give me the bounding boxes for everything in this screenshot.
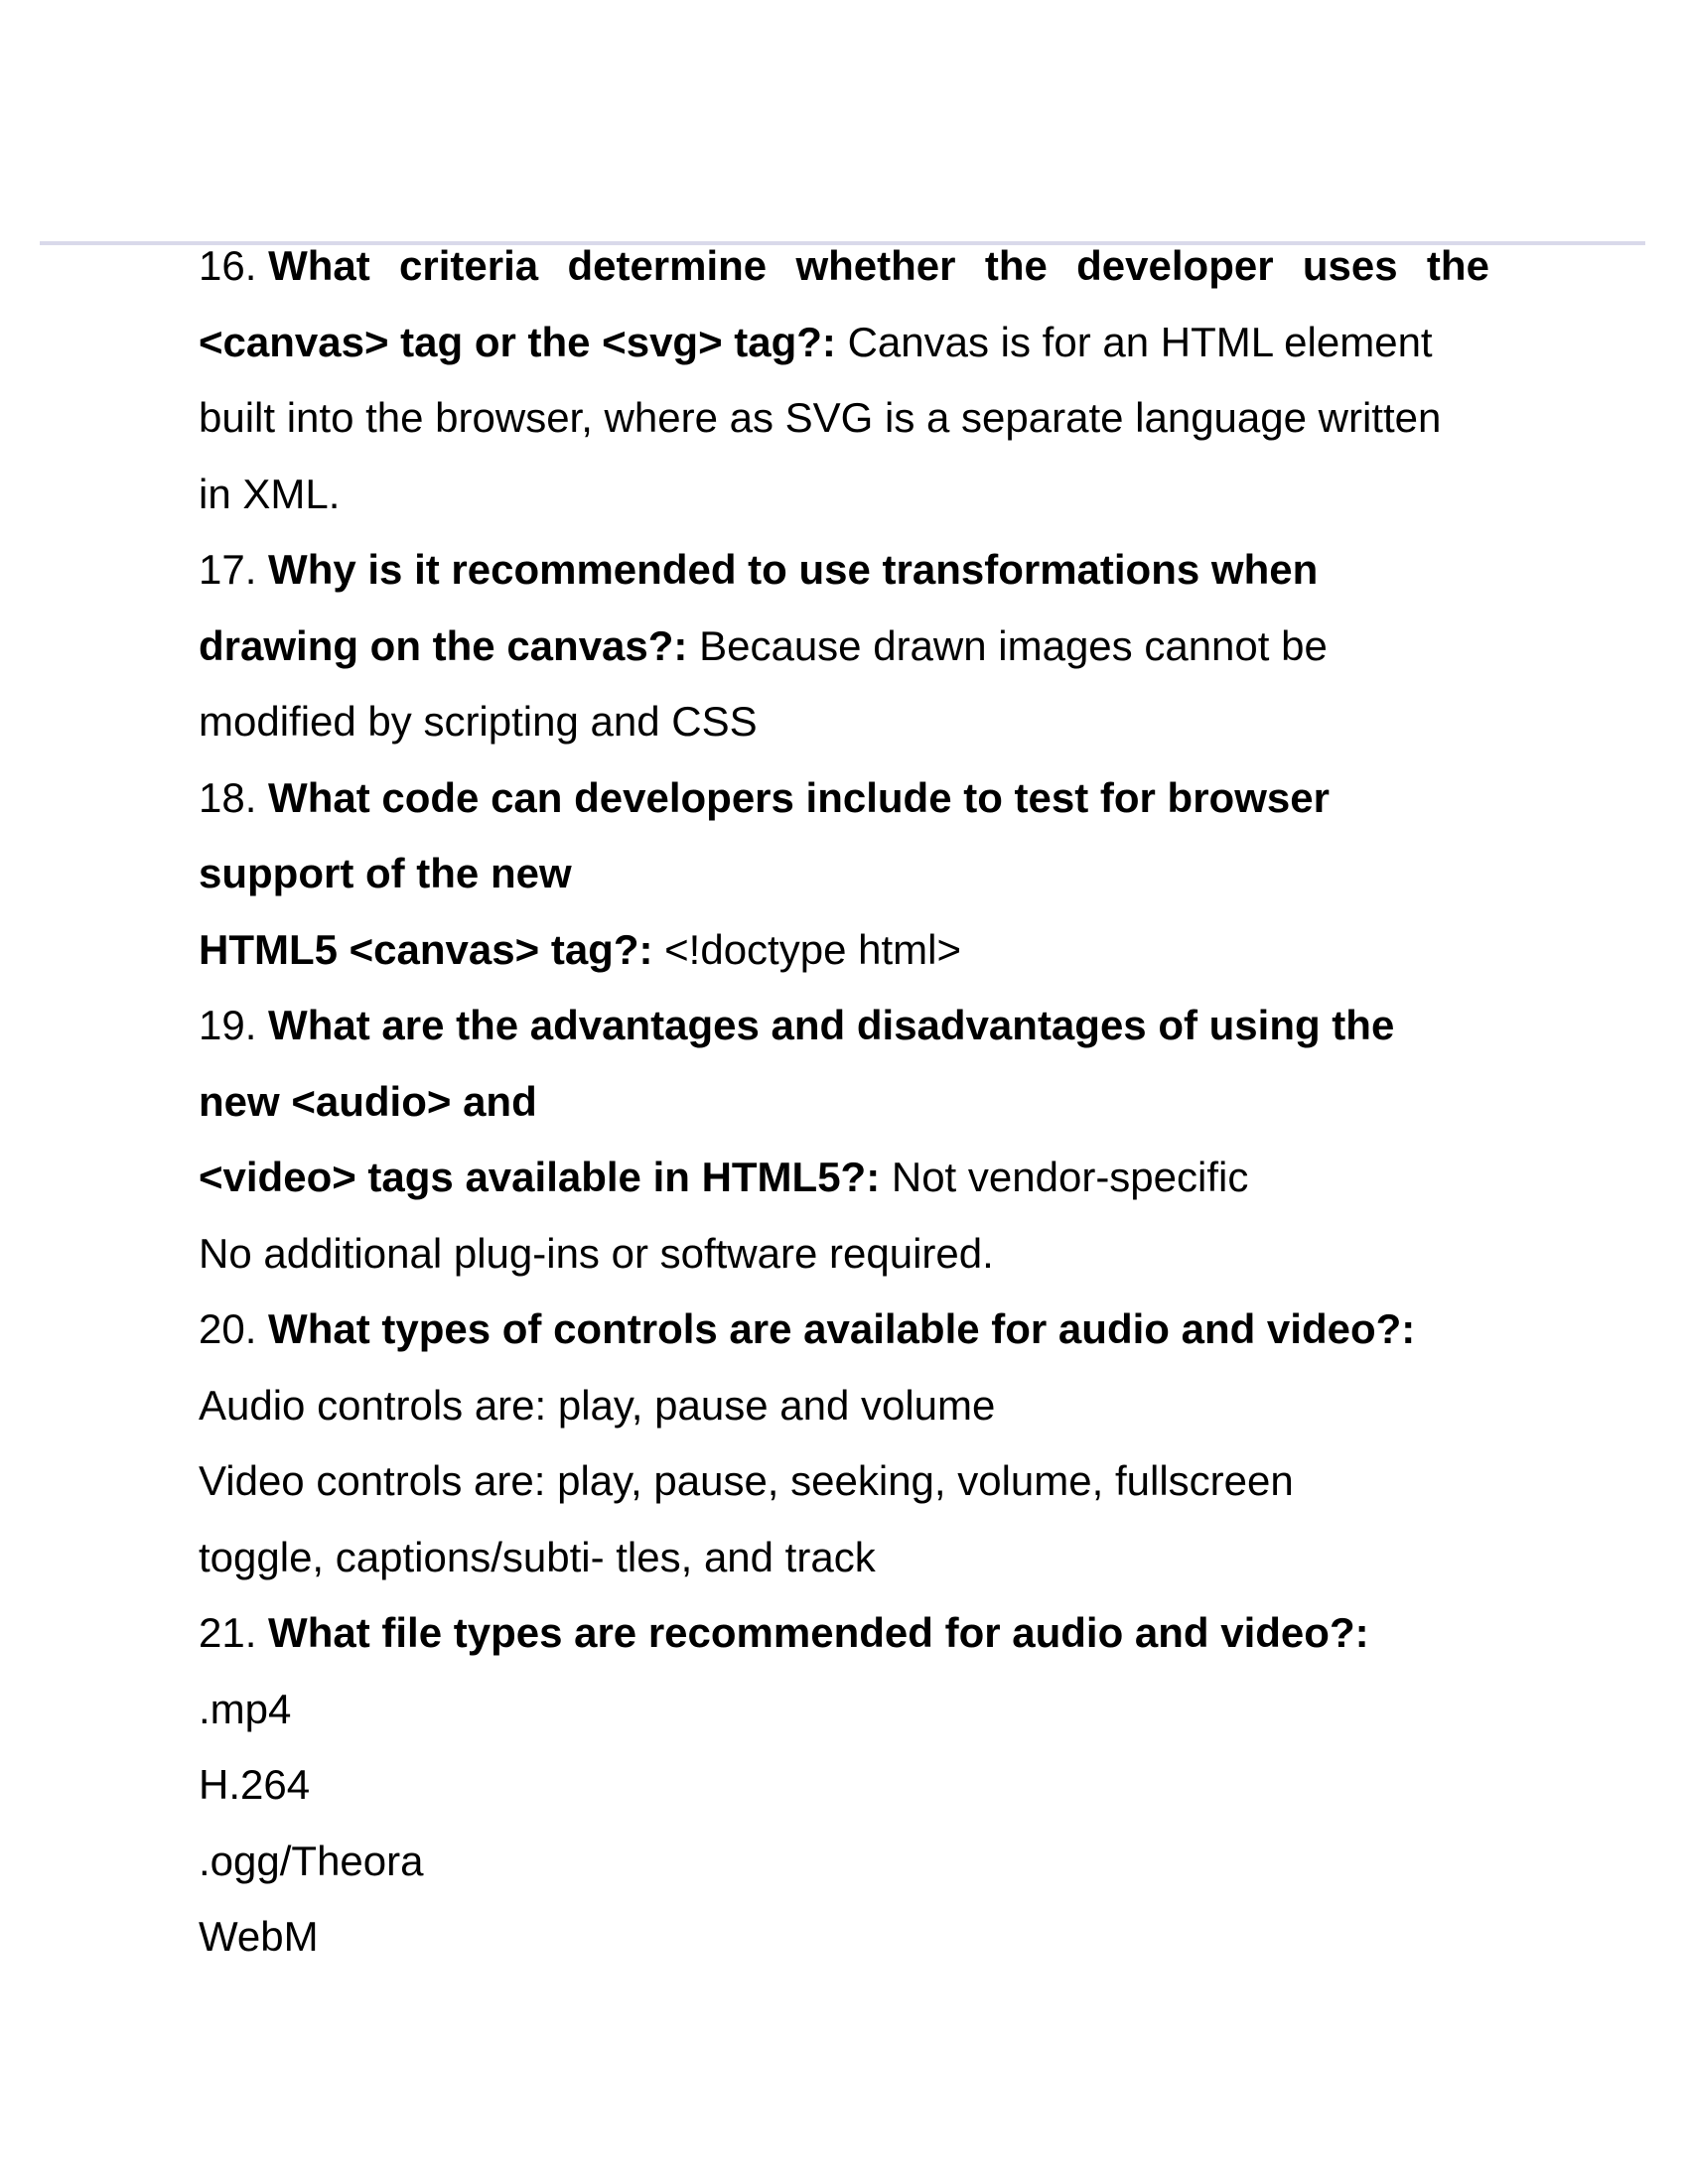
q21-number: 21. (199, 1609, 257, 1656)
q20-line-3: Video controls are: play, pause, seeking, volume, fullscreen (199, 1457, 1294, 1504)
q16-word: determine (567, 242, 768, 289)
q16-num-word: 16. What (199, 242, 370, 289)
q17-line-2 (199, 609, 1489, 685)
q19-line-1 (199, 988, 1489, 1064)
qa-list (199, 228, 1489, 1976)
q19-number: 19. (199, 1002, 257, 1048)
q19-line-2: new <audio> and (199, 1077, 537, 1125)
q17-question-tail: drawing on the canvas?: (199, 621, 688, 669)
q16-word: whether (795, 242, 956, 289)
q16-word: uses (1302, 242, 1398, 289)
q21-question: What file types are recommended for audio and video?: (256, 1609, 1369, 1656)
q18-line-1 (199, 760, 1489, 837)
q20-number: 20. (199, 1305, 257, 1352)
q19-line-3 (199, 1140, 1489, 1216)
q17-answer: Because drawn images cannot be (687, 621, 1328, 669)
q18-number: 18. (199, 773, 257, 821)
q16-line-2 (199, 305, 1489, 381)
q18-question-tail: HTML5 <canvas> tag?: (199, 925, 653, 973)
q16-line-4: in XML. (199, 470, 341, 517)
q16-line-3: built into the browser, where as SVG is a separate language written (199, 394, 1442, 441)
q17-line-3: modified by scripting and CSS (199, 698, 758, 745)
q16-word: developer (1076, 242, 1274, 289)
q20-line-4: toggle, captions/subti- tles, and track (199, 1533, 876, 1580)
q20-question: What types of controls are available for audio and video?: (256, 1305, 1416, 1352)
q18-line-3 (199, 912, 1489, 989)
q17-number: 17. (199, 546, 257, 593)
q17-question: Why is it recommended to use transformations when (256, 546, 1319, 593)
q16-word: criteria (399, 242, 539, 289)
q21-line-1 (199, 1595, 1489, 1672)
q21-answer-item: .ogg/Theora (199, 1837, 424, 1884)
q18-line-2: support of the new (199, 850, 572, 896)
q20-line-2: Audio controls are: play, pause and volume (199, 1381, 996, 1429)
q21-answer-item: H.264 (199, 1761, 311, 1808)
q19-question-tail: <video> tags available in HTML5?: (199, 1154, 881, 1200)
q20-line-1 (199, 1292, 1489, 1368)
q19-answer: Not vendor-specific (880, 1154, 1249, 1200)
q16-answer: Canvas is for an HTML element (835, 318, 1433, 365)
q21-answer-item: WebM (199, 1913, 319, 1960)
q19-question: What are the advantages and disadvantages of using the (256, 1002, 1395, 1048)
q16-question-tail: <canvas> tag or the <svg> tag?: (199, 318, 836, 365)
q18-question: What code can developers include to test for browser (256, 773, 1330, 821)
q21-answer-item: .mp4 (199, 1685, 292, 1732)
q16-word: the (1426, 242, 1489, 289)
q16-line-1 (199, 228, 1489, 305)
q17-line-1 (199, 532, 1489, 609)
q19-line-4: No additional plug-ins or software required. (199, 1229, 994, 1277)
q16-word: the (984, 242, 1048, 289)
q18-answer: <!doctype html> (652, 925, 961, 973)
